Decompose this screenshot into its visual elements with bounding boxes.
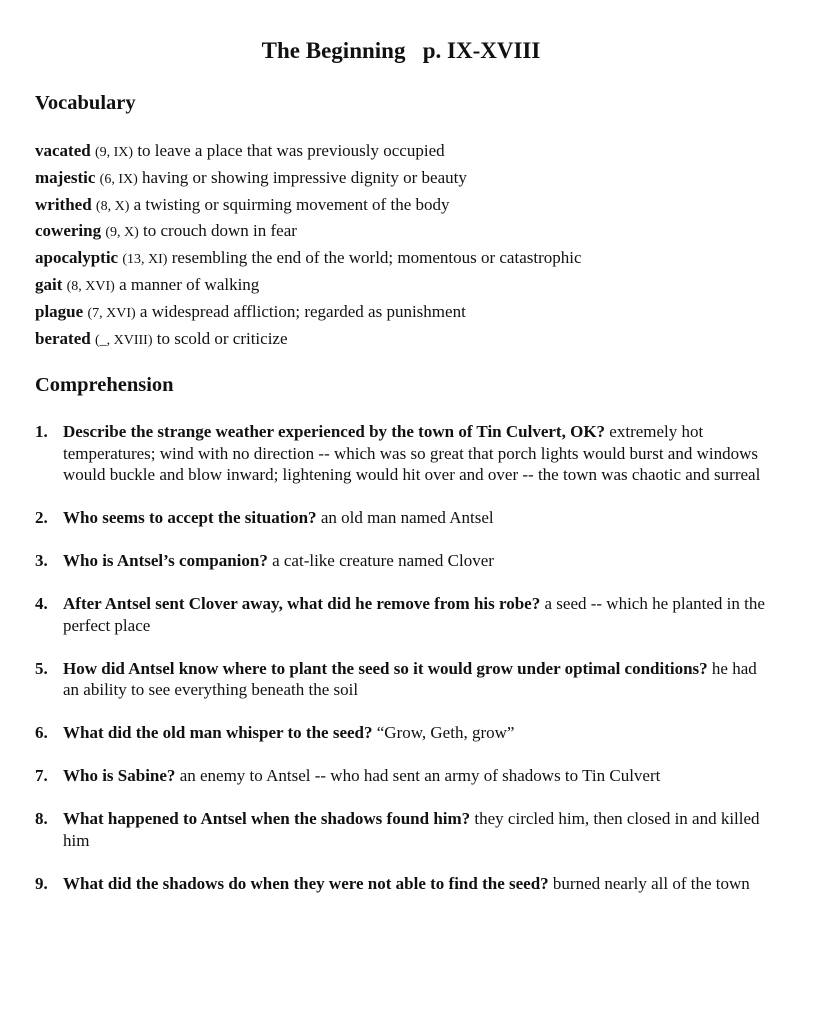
question-text: Describe the strange weather experienced by the town of Tin Culvert, OK? (63, 422, 606, 441)
vocab-ref: (8, X) (95, 198, 130, 214)
comprehension-list (35, 421, 765, 916)
vocab-word: vacated (35, 141, 91, 160)
vocab-definition: a twisting or squirming movement of the body (133, 194, 450, 214)
answer-text: burned nearly all of the town (552, 873, 750, 893)
vocab-definition: resembling the end of the world; momentous or catastrophic (171, 248, 582, 268)
comprehension-heading: Comprehension (35, 374, 174, 396)
vocab-definition: a widespread affliction; regarded as punishment (139, 301, 466, 321)
vocab-item (35, 327, 795, 354)
vocab-word: majestic (35, 167, 96, 187)
vocab-item (35, 219, 795, 246)
vocab-word: berated (35, 328, 91, 348)
vocab-definition: having or showing impressive dignity or beauty (142, 167, 467, 187)
vocab-word: apocalyptic (35, 248, 119, 268)
answer-text: “Grow, Geth, grow” (376, 723, 515, 742)
question-item (35, 550, 765, 572)
question-text: Who is Sabine? (63, 766, 176, 785)
question-number: 8. (35, 809, 48, 828)
vocab-item (35, 300, 795, 327)
question-item (35, 722, 765, 744)
vocab-ref: (13, XI) (122, 252, 168, 268)
vocab-ref: (9, X) (105, 225, 139, 241)
question-text: What did the shadows do when they were not able to find the seed? (63, 873, 549, 893)
question-item (35, 873, 765, 895)
vocab-ref: (9, IX) (94, 145, 134, 160)
answer-text: he had an ability to see everything beneath the soil (63, 658, 757, 699)
vocab-item (35, 166, 795, 193)
vocab-item (35, 139, 795, 166)
vocab-ref: (7, XVI) (87, 305, 136, 321)
question-item (35, 593, 765, 636)
vocab-word: writhed (35, 194, 92, 214)
vocab-item (35, 273, 795, 300)
vocab-word: plague (35, 301, 84, 321)
answer-text: an old man named Antsel (320, 508, 494, 527)
question-number: 6. (35, 723, 48, 742)
vocabulary-heading: Vocabulary (35, 92, 136, 114)
question-text: How did Antsel know where to plant the seed so it would grow under optimal conditions? (63, 658, 708, 678)
vocab-item (35, 246, 795, 273)
question-number: 5. (35, 658, 48, 678)
vocab-definition: a manner of walking (119, 274, 260, 294)
vocab-definition: to crouch down in fear (143, 221, 297, 241)
vocab-ref: (_, XVIII) (94, 332, 153, 348)
question-text: Who is Antsel’s companion? (63, 551, 268, 570)
question-text: Who seems to accept the situation? (63, 508, 317, 527)
question-number: 9. (35, 873, 48, 893)
vocab-definition: to leave a place that was previously occupied (137, 141, 445, 160)
vocab-item (35, 193, 795, 220)
question-text: After Antsel sent Clover away, what did he remove from his robe? (63, 594, 541, 613)
page-title: The Beginning p. IX-XVIII (261, 38, 541, 63)
vocab-ref: (8, XVI) (66, 278, 115, 294)
vocab-ref: (6, IX) (99, 171, 138, 187)
question-number: 3. (35, 551, 48, 570)
question-number: 7. (35, 766, 48, 785)
vocab-word: cowering (35, 221, 102, 241)
answer-text: an enemy to Antsel -- who had sent an army of shadows to Tin Culvert (179, 766, 661, 785)
vocabulary-list (35, 139, 795, 353)
answer-text: a cat-like creature named Clover (272, 551, 494, 570)
question-text: What did the old man whisper to the seed? (63, 723, 373, 742)
question-item (35, 421, 765, 486)
question-item (35, 507, 765, 529)
answer-text: they circled him, then closed in and killed him (63, 809, 760, 850)
answer-text: extremely hot temperatures; wind with no direction -- which was so great that porch lights would burst and windows would buckle and blow inward; lightening would hit over and over -- the town was chaotic and surreal (63, 422, 761, 484)
question-number: 2. (35, 508, 48, 527)
question-item (35, 658, 765, 701)
question-number: 1. (35, 422, 48, 441)
question-item (35, 765, 765, 787)
vocab-word: gait (35, 274, 63, 294)
question-item (35, 808, 765, 851)
question-text: What happened to Antsel when the shadows found him? (63, 809, 471, 828)
answer-text: a seed -- which he planted in the perfect place (63, 594, 765, 635)
question-number: 4. (35, 594, 48, 613)
vocab-definition: to scold or criticize (156, 328, 288, 348)
